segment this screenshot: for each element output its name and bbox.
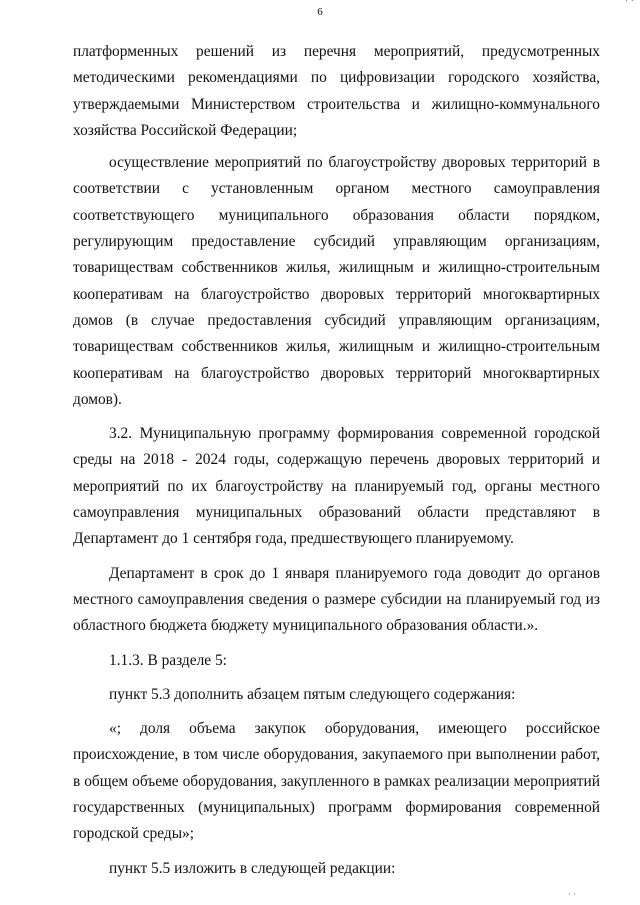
paragraph-clause-5-5: пункт 5.5 изложить в следующей редакции:: [109, 859, 396, 877]
paragraph-department-deadline: Департамент в срок до 1 января планируемого года доводит до органов местного самоуправления сведения о размере субсидии на планируемый год из областного бюджета бюджету муниципального образования области.».: [73, 564, 600, 635]
scan-artifact-footer-mark: · ·: [567, 889, 576, 899]
paragraph-continuation: платформенных решений из перечня мероприятий, предусмотренных методическими рекомендациями по цифровизации городского хозяйства, утверждаемыми Министерством строительства и жилищно-коммунального хозяйства Российской Федерации;: [73, 43, 600, 139]
paragraph-3-2: 3.2. Муниципальную программу формирования современной городской среды на 2018 - 2024 годы, содержащую перечень дворовых территорий и мероприятий по их благоустройству на планируемый год, органы местного самоуправления муниципальных образований области представляют в Департамент до 1 сентября года, предшествующего планируемому.: [73, 425, 600, 548]
paragraph-quoted-addition: «; доля объема закупок оборудования, имеющего российское происхождение, в том числе оборудования, закупаемого при выполнении работ, в общем объеме оборудования, закупленного в рамках реализации мероприятий государственных (муниципальных) программ формирования современной городской среды»;: [73, 720, 600, 843]
paragraph-1-1-3: 1.1.3. В разделе 5:: [109, 651, 227, 669]
paragraph-clause-5-3: пункт 5.3 дополнить абзацем пятым следующего содержания:: [109, 685, 516, 703]
scan-artifact-mark: · ·: [624, 0, 634, 7]
page-number: 6: [317, 6, 323, 18]
document-body: [73, 39, 600, 882]
paragraph-yard-improvement: осуществление мероприятий по благоустройству дворовых территорий в соответствии с установленным органом местного самоуправления соответствующего муниципального образования области порядком, регулирующим предоставление субсидий управляющим организациям, товариществам собственников жилья, жилищным и жилищно-строительным кооперативам на благоустройство дворовых территорий многоквартирных домов (в случае предоставления субсидий управляющим организациям, товариществам собственников жилья, жилищным и жилищно-строительным кооперативам на благоустройство дворовых территорий многоквартирных домов).: [73, 154, 600, 408]
